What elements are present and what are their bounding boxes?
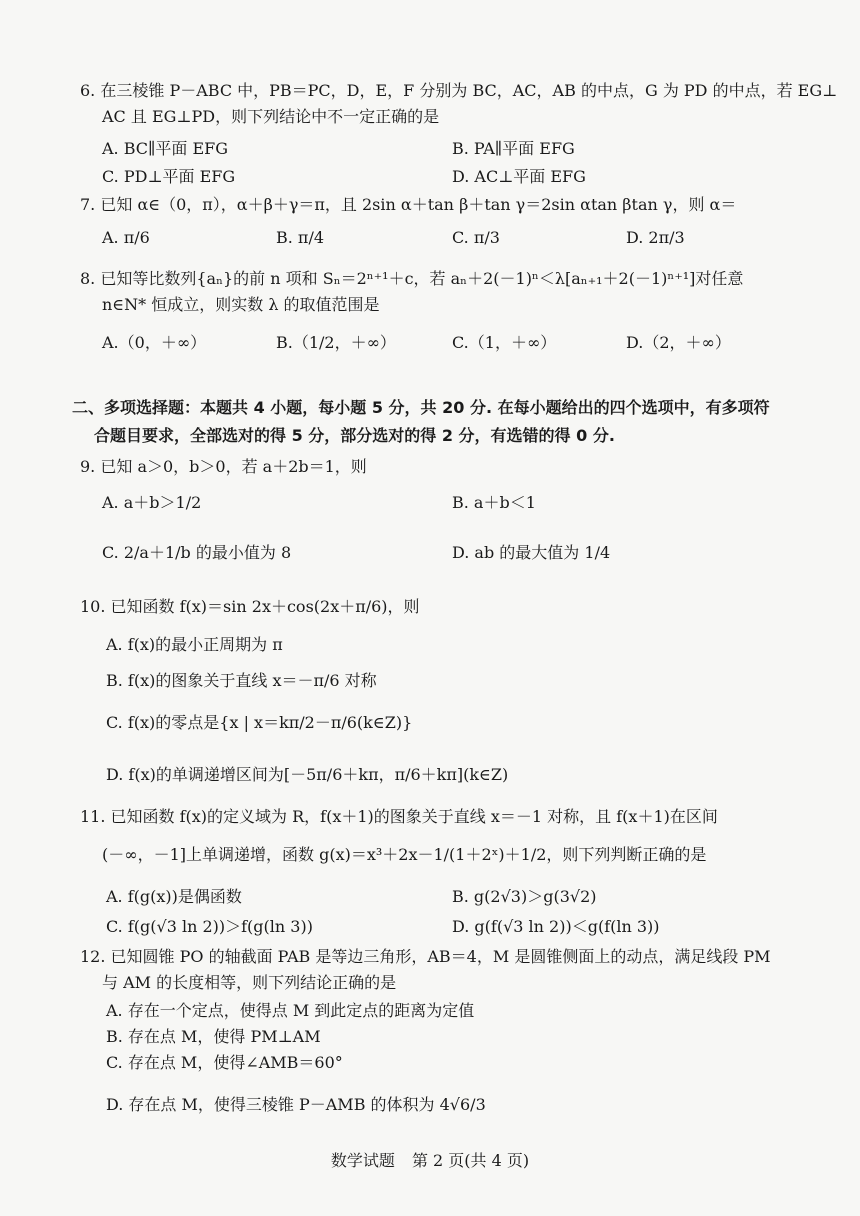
question-9 <box>80 454 780 480</box>
question-8-option-d: D.（2，＋∞） <box>626 333 731 352</box>
question-11-option-c: C. f(g(√3 ln 2))＞f(g(ln 3)) <box>106 917 313 936</box>
question-9-option-d: D. ab 的最大值为 1/4 <box>452 543 611 562</box>
question-6-option-a: A. BC∥平面 EFG <box>102 139 229 158</box>
question-10 <box>80 594 780 620</box>
section-2-heading <box>72 394 792 450</box>
question-6-stem-line1: 6. 在三棱锥 P－ABC 中，PB＝PC，D，E，F 分别为 BC，AC，AB 的中点，G 为 PD 的中点，若 EG⊥ <box>80 81 838 100</box>
footer-subject: 数学试题 <box>330 1151 395 1170</box>
section-2-heading-line2: 合题目要求，全部选对的得 5 分，部分选对的得 2 分，有选错的得 0 分. <box>94 426 615 445</box>
question-11-option-d: D. g(f(√3 ln 2))＜g(f(ln 3)) <box>452 917 660 936</box>
question-7-stem-line1: 7. 已知 α∈（0，π），α＋β＋γ＝π，且 2sin α＋tan β＋tan γ＝2sin αtan βtan γ，则 α＝ <box>80 195 737 214</box>
question-9-stem-line1: 9. 已知 a＞0，b＞0，若 a＋2b＝1，则 <box>80 457 367 476</box>
question-6-stem-line2: AC 且 EG⊥PD，则下列结论中不一定正确的是 <box>102 107 440 126</box>
question-8-stem-line1: 8. 已知等比数列{aₙ}的前 n 项和 Sₙ＝2ⁿ⁺¹＋c，若 aₙ＋2(－1)ⁿ＜λ[aₙ₊₁＋2(－1)ⁿ⁺¹]对任意 <box>80 269 744 288</box>
question-6-option-d: D. AC⊥平面 EFG <box>452 167 586 186</box>
footer-page-number: 第 2 页(共 4 页) <box>411 1151 530 1170</box>
question-11-stem-line2: (－∞，－1]上单调递增，函数 g(x)＝x³＋2x－1/(1＋2ˣ)＋1/2，则下列判断正确的是 <box>102 845 707 864</box>
question-7-option-b: B. π/4 <box>276 228 325 247</box>
question-8 <box>80 266 780 318</box>
question-8-option-b: B.（1/2，＋∞） <box>276 333 396 352</box>
question-8-stem-line2: n∈N* 恒成立，则实数 λ 的取值范围是 <box>102 295 380 314</box>
question-10-option-b: B. f(x)的图象关于直线 x＝－π/6 对称 <box>106 671 377 690</box>
question-9-option-b: B. a＋b＜1 <box>452 493 536 512</box>
question-11-stem-line1: 11. 已知函数 f(x)的定义域为 R，f(x＋1)的图象关于直线 x＝－1 对称，且 f(x＋1)在区间 <box>80 807 718 826</box>
question-10-option-a: A. f(x)的最小正周期为 π <box>106 635 283 654</box>
question-6-option-c: C. PD⊥平面 EFG <box>102 167 236 186</box>
question-7-option-a: A. π/6 <box>102 228 150 247</box>
question-12-stem-line2: 与 AM 的长度相等，则下列结论正确的是 <box>102 973 397 992</box>
question-12-option-b: B. 存在点 M，使得 PM⊥AM <box>106 1027 321 1046</box>
question-8-option-a: A.（0，＋∞） <box>102 333 207 352</box>
section-2-heading-line1: 二、多项选择题：本题共 4 小题，每小题 5 分，共 20 分. 在每小题给出的四个选项中，有多项符 <box>72 398 770 417</box>
question-10-stem-line1: 10. 已知函数 f(x)＝sin 2x＋cos(2x＋π/6)，则 <box>80 597 420 616</box>
question-9-option-c: C. 2/a＋1/b 的最小值为 8 <box>102 543 292 562</box>
question-6 <box>80 78 838 130</box>
question-7 <box>80 192 780 218</box>
question-11 <box>80 804 780 868</box>
question-12-option-a: A. 存在一个定点，使得点 M 到此定点的距离为定值 <box>106 1001 475 1020</box>
question-6-option-b: B. PA∥平面 EFG <box>452 139 575 158</box>
question-10-option-c: C. f(x)的零点是{x | x＝kπ/2－π/6(k∈Z)} <box>106 713 413 732</box>
question-8-option-c: C.（1，＋∞） <box>452 333 557 352</box>
question-9-option-a: A. a＋b＞1/2 <box>102 493 202 512</box>
question-12-option-d: D. 存在点 M，使得三棱锥 P－AMB 的体积为 4√6/3 <box>106 1095 486 1114</box>
question-11-option-b: B. g(2√3)＞g(3√2) <box>452 887 597 906</box>
question-10-option-d: D. f(x)的单调递增区间为[－5π/6＋kπ，π/6＋kπ](k∈Z) <box>106 765 509 784</box>
question-7-option-d: D. 2π/3 <box>626 228 685 247</box>
page-footer <box>0 1148 860 1171</box>
question-7-option-c: C. π/3 <box>452 228 500 247</box>
question-12-option-c: C. 存在点 M，使得∠AMB＝60° <box>106 1053 343 1072</box>
question-12-stem-line1: 12. 已知圆锥 PO 的轴截面 PAB 是等边三角形，AB＝4，M 是圆锥侧面上的动点，满足线段 PM <box>80 947 771 966</box>
question-12 <box>80 944 780 996</box>
question-11-option-a: A. f(g(x))是偶函数 <box>106 887 242 906</box>
